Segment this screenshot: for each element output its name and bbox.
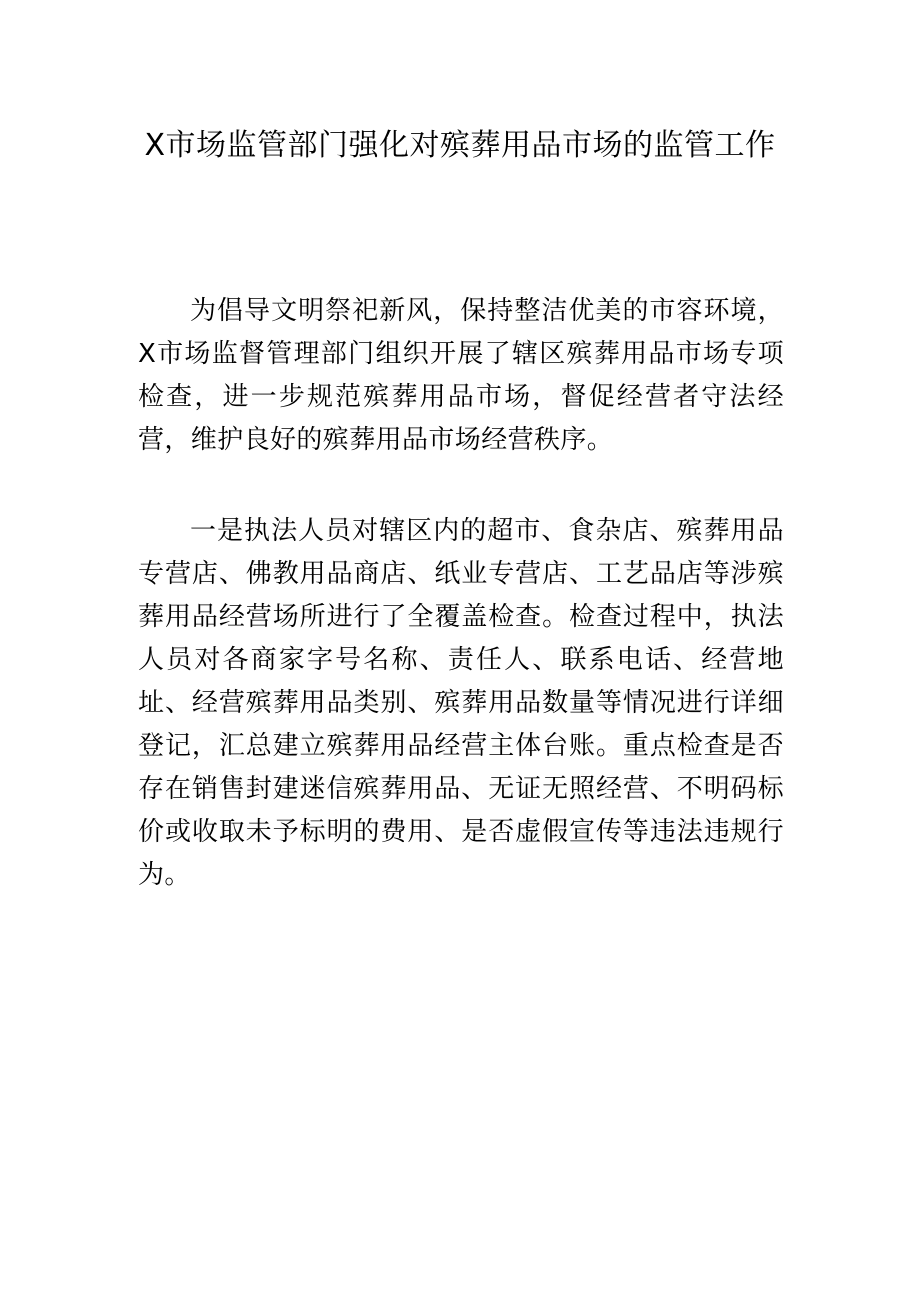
document-title: X市场监管部门强化对殡葬用品市场的监管工作 bbox=[144, 128, 776, 163]
paragraph-inspection: 一是执法人员对辖区内的超市、食杂店、殡葬用品专营店、佛教用品商店、纸业专营店、工艺品店等涉殡葬用品经营场所进行了全覆盖检查。检查过程中，执法人员对各商家字号名称、责任人、联系电话、经营地址、经营殡葬用品类别、殡葬用品数量等情况进行详细登记，汇总建立殡葬用品经营主体台账。重点检查是否存在销售封建迷信殡葬用品、无证无照经营、不明码标价或收取未予标明的费用、是否虚假宣传等违法违规行为。 bbox=[138, 516, 784, 890]
document-body bbox=[138, 290, 784, 945]
paragraph-intro: 为倡导文明祭祀新风，保持整洁优美的市容环境，X市场监督管理部门组织开展了辖区殡葬用品市场专项检查，进一步规范殡葬用品市场，督促经营者守法经营，维护良好的殡葬用品市场经营秩序。 bbox=[138, 296, 784, 455]
